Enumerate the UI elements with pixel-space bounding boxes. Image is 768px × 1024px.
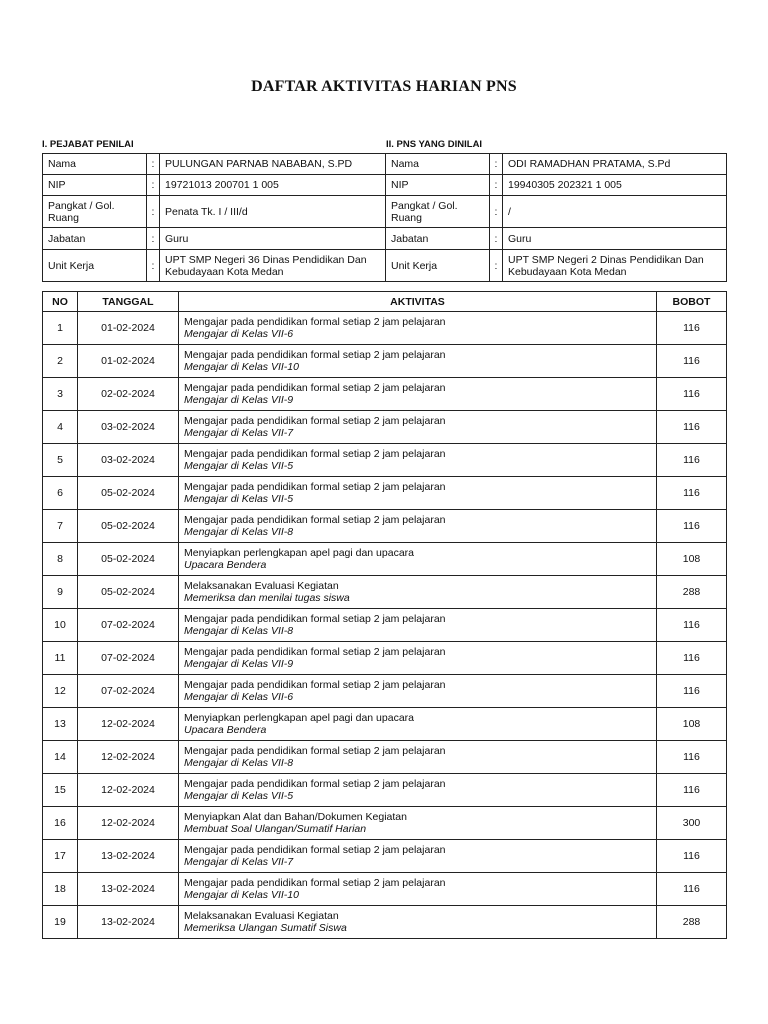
row-bobot: 116	[657, 378, 727, 411]
row-bobot: 116	[657, 873, 727, 906]
info-row-unit	[43, 250, 727, 282]
row-aktivitas-text: Mengajar pada pendidikan formal setiap 2 jam pelajaran	[184, 679, 446, 691]
dinilai-pangkat-label: Pangkat / Gol. Ruang	[386, 196, 490, 228]
row-bobot: 108	[657, 543, 727, 576]
row-aktivitas-text: Mengajar pada pendidikan formal setiap 2 jam pelajaran	[184, 382, 446, 394]
row-tanggal: 12-02-2024	[78, 807, 179, 840]
row-aktivitas	[179, 840, 657, 873]
dinilai-unit-value: UPT SMP Negeri 2 Dinas Pendidikan Dan Kebudayaan Kota Medan	[503, 250, 727, 282]
row-aktivitas-text: Menyiapkan perlengkapan apel pagi dan upacara	[184, 712, 415, 724]
dinilai-nip-value: 19940305 202321 1 005	[503, 175, 727, 196]
penilai-nama-value: PULUNGAN PARNAB NABABAN, S.PD	[160, 154, 386, 175]
row-aktivitas-text: Menyiapkan perlengkapan apel pagi dan upacara	[184, 547, 415, 559]
table-row	[43, 873, 727, 906]
penilai-nip-label: NIP	[43, 175, 147, 196]
row-tanggal: 05-02-2024	[78, 543, 179, 576]
row-no: 1	[43, 312, 78, 345]
row-aktivitas	[179, 411, 657, 444]
row-no: 7	[43, 510, 78, 543]
row-no: 4	[43, 411, 78, 444]
colon: :	[147, 250, 160, 282]
row-aktivitas-detail: Upacara Bendera	[184, 559, 267, 571]
dinilai-jabatan-label: Jabatan	[386, 228, 490, 250]
colon: :	[147, 228, 160, 250]
row-aktivitas-detail: Mengajar di Kelas VII-10	[184, 361, 299, 373]
row-aktivitas-detail: Mengajar di Kelas VII-5	[184, 790, 294, 802]
row-aktivitas-text: Mengajar pada pendidikan formal setiap 2 jam pelajaran	[184, 514, 446, 526]
table-row	[43, 906, 727, 939]
penilai-pangkat-label: Pangkat / Gol. Ruang	[43, 196, 147, 228]
row-no: 13	[43, 708, 78, 741]
row-aktivitas	[179, 774, 657, 807]
document-title: DAFTAR AKTIVITAS HARIAN PNS	[251, 78, 517, 95]
colon: :	[147, 196, 160, 228]
row-aktivitas	[179, 477, 657, 510]
row-bobot: 116	[657, 609, 727, 642]
row-no: 5	[43, 444, 78, 477]
row-tanggal: 03-02-2024	[78, 444, 179, 477]
row-no: 3	[43, 378, 78, 411]
row-aktivitas-text: Mengajar pada pendidikan formal setiap 2 jam pelajaran	[184, 778, 446, 790]
row-bobot: 288	[657, 906, 727, 939]
row-aktivitas-text: Mengajar pada pendidikan formal setiap 2 jam pelajaran	[184, 481, 446, 493]
row-aktivitas-detail: Memeriksa dan menilai tugas siswa	[184, 592, 350, 604]
row-bobot: 116	[657, 840, 727, 873]
table-row	[43, 345, 727, 378]
info-row-nama	[43, 154, 727, 175]
row-bobot: 116	[657, 411, 727, 444]
row-aktivitas-detail: Membuat Soal Ulangan/Sumatif Harian	[184, 823, 367, 835]
row-bobot: 116	[657, 774, 727, 807]
row-aktivitas-text: Melaksanakan Evaluasi Kegiatan	[184, 580, 339, 592]
penilai-jabatan-value: Guru	[160, 228, 386, 250]
row-tanggal: 12-02-2024	[78, 741, 179, 774]
colon: :	[490, 196, 503, 228]
row-aktivitas-text: Mengajar pada pendidikan formal setiap 2 jam pelajaran	[184, 844, 446, 856]
row-tanggal: 13-02-2024	[78, 840, 179, 873]
row-aktivitas	[179, 444, 657, 477]
row-bobot: 116	[657, 444, 727, 477]
table-row	[43, 774, 727, 807]
row-tanggal: 07-02-2024	[78, 675, 179, 708]
row-aktivitas-text: Menyiapkan Alat dan Bahan/Dokumen Kegiatan	[184, 811, 407, 823]
table-row	[43, 378, 727, 411]
row-aktivitas	[179, 510, 657, 543]
row-aktivitas	[179, 378, 657, 411]
row-no: 16	[43, 807, 78, 840]
row-aktivitas-text: Mengajar pada pendidikan formal setiap 2 jam pelajaran	[184, 877, 446, 889]
penilai-unit-value: UPT SMP Negeri 36 Dinas Pendidikan Dan Kebudayaan Kota Medan	[160, 250, 386, 282]
row-aktivitas-detail: Mengajar di Kelas VII-5	[184, 460, 294, 472]
colon: :	[490, 228, 503, 250]
dinilai-nip-label: NIP	[386, 175, 490, 196]
row-no: 11	[43, 642, 78, 675]
penilai-jabatan-label: Jabatan	[43, 228, 147, 250]
colon: :	[490, 154, 503, 175]
row-aktivitas-detail: Mengajar di Kelas VII-7	[184, 856, 294, 868]
row-aktivitas-detail: Mengajar di Kelas VII-9	[184, 658, 294, 670]
row-aktivitas-text: Mengajar pada pendidikan formal setiap 2 jam pelajaran	[184, 448, 446, 460]
row-aktivitas-text: Mengajar pada pendidikan formal setiap 2 jam pelajaran	[184, 316, 446, 328]
row-tanggal: 05-02-2024	[78, 510, 179, 543]
row-aktivitas	[179, 873, 657, 906]
table-row	[43, 708, 727, 741]
header-tanggal: TANGGAL	[78, 292, 179, 312]
header-no: NO	[43, 292, 78, 312]
row-aktivitas	[179, 543, 657, 576]
row-aktivitas-detail: Memeriksa Ulangan Sumatif Siswa	[184, 922, 347, 934]
row-bobot: 116	[657, 477, 727, 510]
row-aktivitas-text: Mengajar pada pendidikan formal setiap 2 jam pelajaran	[184, 745, 446, 757]
row-no: 6	[43, 477, 78, 510]
row-bobot: 116	[657, 312, 727, 345]
info-row-jabatan	[43, 228, 727, 250]
table-row	[43, 609, 727, 642]
row-tanggal: 07-02-2024	[78, 609, 179, 642]
table-row	[43, 741, 727, 774]
table-row	[43, 675, 727, 708]
row-aktivitas-text: Mengajar pada pendidikan formal setiap 2 jam pelajaran	[184, 415, 446, 427]
table-row	[43, 411, 727, 444]
penilai-nama-label: Nama	[43, 154, 147, 175]
row-bobot: 116	[657, 642, 727, 675]
row-tanggal: 02-02-2024	[78, 378, 179, 411]
row-bobot: 116	[657, 510, 727, 543]
row-tanggal: 05-02-2024	[78, 477, 179, 510]
row-aktivitas	[179, 708, 657, 741]
table-row	[43, 444, 727, 477]
row-aktivitas-detail: Mengajar di Kelas VII-10	[184, 889, 299, 901]
row-no: 2	[43, 345, 78, 378]
row-aktivitas-text: Melaksanakan Evaluasi Kegiatan	[184, 910, 339, 922]
penilai-pangkat-value: Penata Tk. I / III/d	[160, 196, 386, 228]
row-aktivitas	[179, 807, 657, 840]
info-row-pangkat	[43, 196, 727, 228]
row-aktivitas	[179, 609, 657, 642]
row-aktivitas-detail: Mengajar di Kelas VII-6	[184, 328, 294, 340]
row-bobot: 116	[657, 345, 727, 378]
row-tanggal: 01-02-2024	[78, 345, 179, 378]
row-bobot: 116	[657, 741, 727, 774]
info-row-nip	[43, 175, 727, 196]
row-tanggal: 13-02-2024	[78, 906, 179, 939]
table-row	[43, 477, 727, 510]
row-aktivitas-text: Mengajar pada pendidikan formal setiap 2 jam pelajaran	[184, 646, 446, 658]
row-aktivitas	[179, 576, 657, 609]
dinilai-nama-value: ODI RAMADHAN PRATAMA, S.Pd	[503, 154, 727, 175]
row-no: 10	[43, 609, 78, 642]
table-row	[43, 543, 727, 576]
row-aktivitas	[179, 675, 657, 708]
row-bobot: 300	[657, 807, 727, 840]
activity-table	[42, 291, 727, 939]
colon: :	[490, 175, 503, 196]
dinilai-pangkat-value: /	[503, 196, 727, 228]
row-no: 12	[43, 675, 78, 708]
penilai-nip-value: 19721013 200701 1 005	[160, 175, 386, 196]
row-no: 9	[43, 576, 78, 609]
row-tanggal: 12-02-2024	[78, 774, 179, 807]
row-aktivitas	[179, 741, 657, 774]
dinilai-unit-label: Unit Kerja	[386, 250, 490, 282]
row-aktivitas-detail: Mengajar di Kelas VII-5	[184, 493, 294, 505]
row-aktivitas-detail: Mengajar di Kelas VII-8	[184, 526, 294, 538]
row-aktivitas-detail: Mengajar di Kelas VII-7	[184, 427, 294, 439]
row-aktivitas	[179, 312, 657, 345]
row-tanggal: 01-02-2024	[78, 312, 179, 345]
row-aktivitas-detail: Upacara Bendera	[184, 724, 267, 736]
row-aktivitas-detail: Mengajar di Kelas VII-9	[184, 394, 294, 406]
activity-header-row	[43, 292, 727, 312]
table-row	[43, 840, 727, 873]
row-aktivitas	[179, 642, 657, 675]
dinilai-nama-label: Nama	[386, 154, 490, 175]
table-row	[43, 510, 727, 543]
header-bobot: BOBOT	[657, 292, 727, 312]
header-aktivitas: AKTIVITAS	[179, 292, 657, 312]
colon: :	[490, 250, 503, 282]
table-row	[43, 807, 727, 840]
row-tanggal: 12-02-2024	[78, 708, 179, 741]
row-tanggal: 05-02-2024	[78, 576, 179, 609]
row-bobot: 108	[657, 708, 727, 741]
row-aktivitas-text: Mengajar pada pendidikan formal setiap 2 jam pelajaran	[184, 349, 446, 361]
row-aktivitas-detail: Mengajar di Kelas VII-6	[184, 691, 294, 703]
row-aktivitas	[179, 345, 657, 378]
section-dinilai-label: II. PNS YANG DINILAI	[386, 139, 483, 150]
row-tanggal: 07-02-2024	[78, 642, 179, 675]
row-tanggal: 13-02-2024	[78, 873, 179, 906]
row-no: 15	[43, 774, 78, 807]
row-no: 17	[43, 840, 78, 873]
row-no: 18	[43, 873, 78, 906]
row-no: 8	[43, 543, 78, 576]
section-penilai-label: I. PEJABAT PENILAI	[42, 139, 134, 150]
table-row	[43, 576, 727, 609]
colon: :	[147, 154, 160, 175]
row-bobot: 116	[657, 675, 727, 708]
row-aktivitas-detail: Mengajar di Kelas VII-8	[184, 625, 294, 637]
row-tanggal: 03-02-2024	[78, 411, 179, 444]
row-aktivitas-text: Mengajar pada pendidikan formal setiap 2 jam pelajaran	[184, 613, 446, 625]
row-aktivitas-detail: Mengajar di Kelas VII-8	[184, 757, 294, 769]
penilai-unit-label: Unit Kerja	[43, 250, 147, 282]
row-no: 14	[43, 741, 78, 774]
table-row	[43, 642, 727, 675]
row-aktivitas	[179, 906, 657, 939]
dinilai-jabatan-value: Guru	[503, 228, 727, 250]
row-bobot: 288	[657, 576, 727, 609]
identity-table	[42, 153, 727, 282]
colon: :	[147, 175, 160, 196]
table-row	[43, 312, 727, 345]
row-no: 19	[43, 906, 78, 939]
